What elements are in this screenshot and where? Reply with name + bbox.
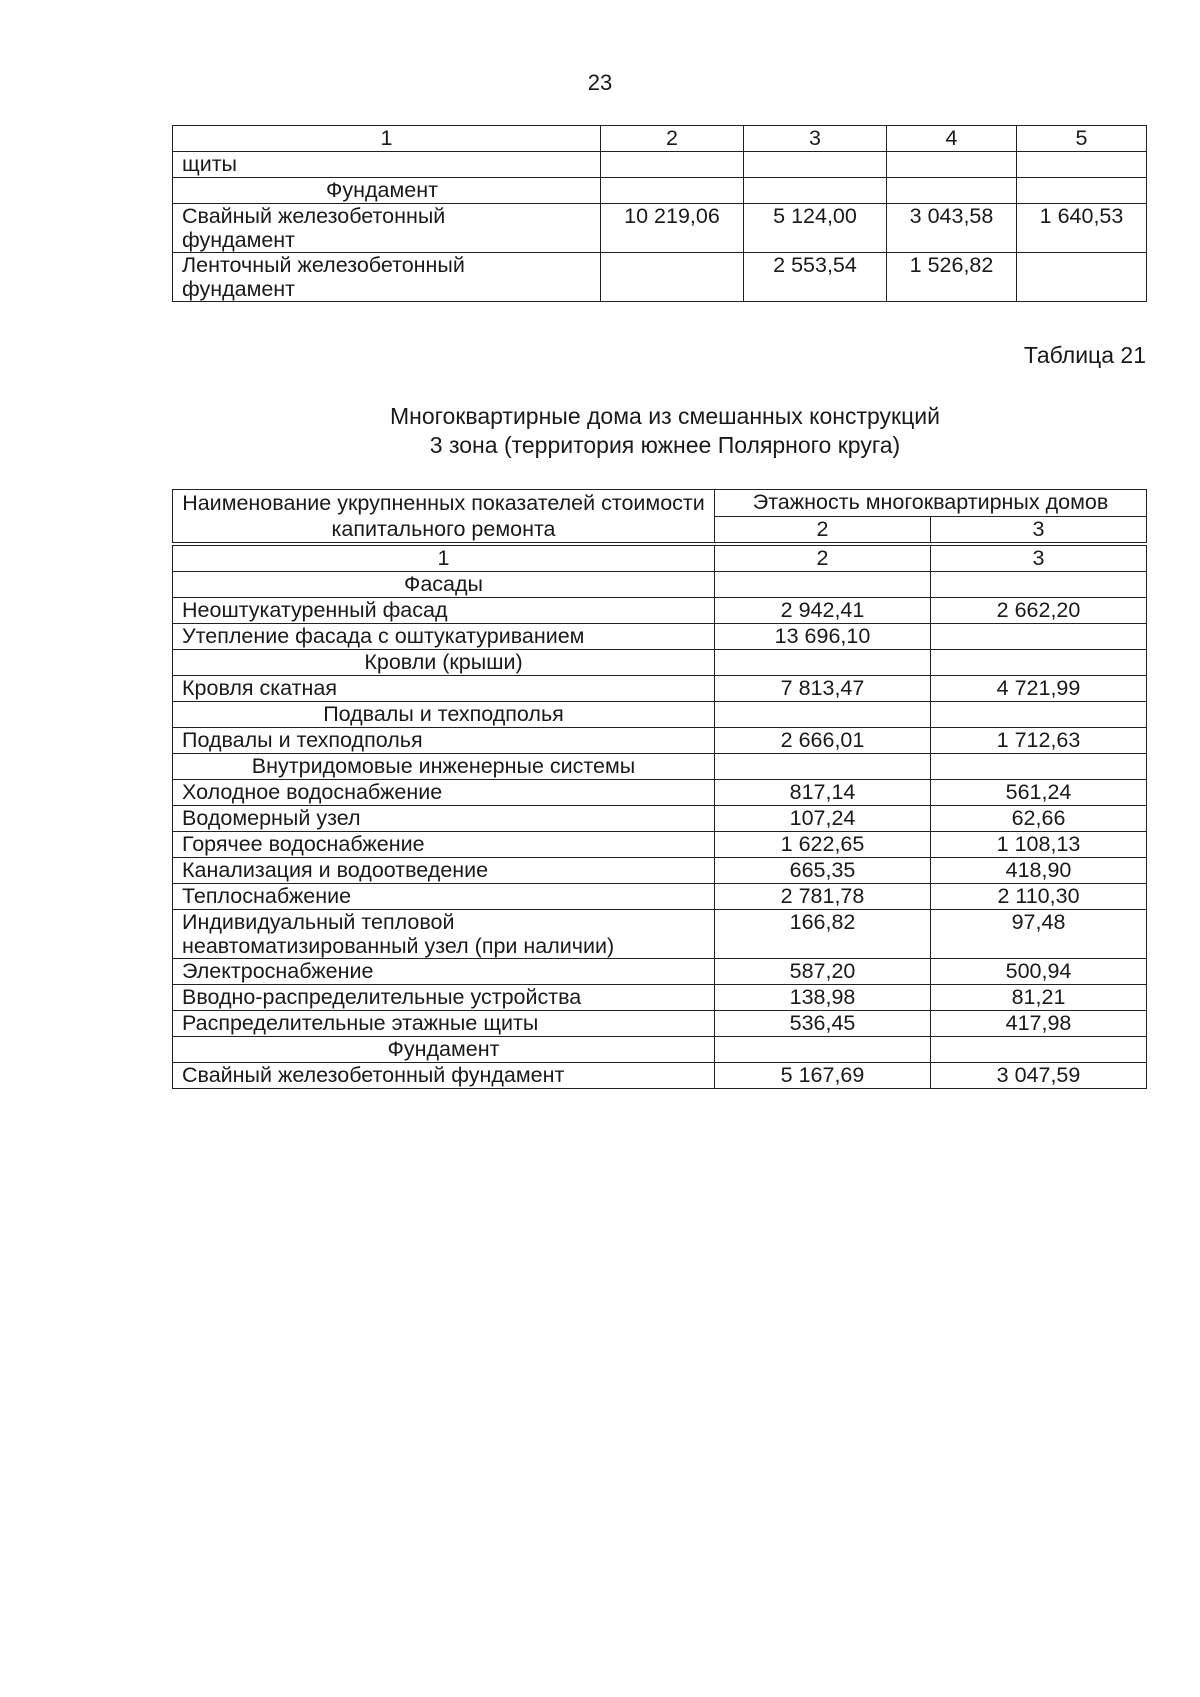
cost-3-floors [931, 572, 1147, 598]
cost-2-floors: 1 622,65 [715, 832, 931, 858]
section-row [173, 1037, 1147, 1063]
main-table [172, 545, 1147, 1089]
cost-2-floors: 5 167,69 [715, 1063, 931, 1089]
table-row [173, 780, 1147, 806]
table-row [173, 884, 1147, 910]
indicator-name: Ленточный железобетонный фундамент [173, 253, 601, 302]
title-line-2: 3 зона (территория южнее Полярного круга) [429, 432, 901, 458]
cost-3-floors: 417,98 [931, 1011, 1147, 1037]
table-row [173, 624, 1147, 650]
indicator-name: Распределительные этажные щиты [173, 1011, 715, 1037]
indicator-name: Подвалы и техподполья [173, 728, 715, 754]
cost-2-floors: 107,24 [715, 806, 931, 832]
cost-value [601, 253, 744, 302]
cost-2-floors: 13 696,10 [715, 624, 931, 650]
cost-2-floors: 2 942,41 [715, 598, 931, 624]
cost-2-floors [715, 1037, 931, 1063]
table-row [173, 598, 1147, 624]
column-number: 5 [1017, 126, 1147, 152]
cost-value: 10 219,06 [601, 204, 744, 253]
cost-3-floors: 81,21 [931, 985, 1147, 1011]
cost-value [601, 178, 744, 204]
column-number: 2 [715, 546, 931, 572]
section-name: Кровли (крыши) [173, 650, 715, 676]
section-row [173, 754, 1147, 780]
cost-2-floors: 536,45 [715, 1011, 931, 1037]
cost-3-floors: 561,24 [931, 780, 1147, 806]
cost-2-floors: 665,35 [715, 858, 931, 884]
cost-2-floors: 587,20 [715, 959, 931, 985]
cost-3-floors: 62,66 [931, 806, 1147, 832]
column-numbers-row [173, 546, 1147, 572]
table-row [173, 832, 1147, 858]
indicator-name: Электроснабжение [173, 959, 715, 985]
indicator-name: Свайный железобетонный фундамент [173, 204, 601, 253]
table-row [173, 152, 1147, 178]
column-number: 3 [744, 126, 887, 152]
cost-3-floors [931, 702, 1147, 728]
indicator-name: Горячее водоснабжение [173, 832, 715, 858]
cost-3-floors: 418,90 [931, 858, 1147, 884]
column-number: 3 [931, 546, 1147, 572]
table-row [173, 253, 1147, 302]
cost-3-floors [931, 624, 1147, 650]
cost-value: 5 124,00 [744, 204, 887, 253]
cost-2-floors [715, 572, 931, 598]
column-number: 1 [173, 126, 601, 152]
cost-3-floors: 1 108,13 [931, 832, 1147, 858]
table-title [0, 402, 1200, 460]
indicator-name: Теплоснабжение [173, 884, 715, 910]
cost-value: 3 043,58 [887, 204, 1017, 253]
cost-2-floors: 2 666,01 [715, 728, 931, 754]
indicator-name: Свайный железобетонный фундамент [173, 1063, 715, 1089]
table-row [173, 1063, 1147, 1089]
cost-value [1017, 152, 1147, 178]
cost-2-floors: 2 781,78 [715, 884, 931, 910]
floors-2-header: 2 [715, 516, 931, 543]
column-number: 2 [601, 126, 744, 152]
cost-3-floors [931, 754, 1147, 780]
table-row [173, 959, 1147, 985]
indicator-name: Утепление фасада с оштукатуриванием [173, 624, 715, 650]
table-row [173, 858, 1147, 884]
column-number: 1 [173, 546, 715, 572]
cost-2-floors: 166,82 [715, 910, 931, 959]
table-label: Таблица 21 [1023, 342, 1146, 368]
section-name: Внутридомовые инженерные системы [173, 754, 715, 780]
cost-3-floors [931, 650, 1147, 676]
cost-2-floors: 7 813,47 [715, 676, 931, 702]
title-line-1: Многоквартирные дома из смешанных конструкций [390, 403, 940, 429]
indicator-name: Кровля скатная [173, 676, 715, 702]
section-name: Подвалы и техподполья [173, 702, 715, 728]
floors-3-header: 3 [931, 516, 1147, 543]
cost-2-floors: 138,98 [715, 985, 931, 1011]
indicator-name: Канализация и водоотведение [173, 858, 715, 884]
column-number: 4 [887, 126, 1017, 152]
cost-3-floors: 97,48 [931, 910, 1147, 959]
cost-value: 1 640,53 [1017, 204, 1147, 253]
cost-3-floors: 1 712,63 [931, 728, 1147, 754]
cost-value [1017, 178, 1147, 204]
indicator-name: Вводно-распределительные устройства [173, 985, 715, 1011]
indicator-name-header: Наименование укрупненных показателей стоимости капитального ремонта [173, 490, 715, 543]
indicator-name: щиты [173, 152, 601, 178]
cost-value [744, 178, 887, 204]
cost-2-floors [715, 702, 931, 728]
section-name: Фундамент [173, 1037, 715, 1063]
cost-value [1017, 253, 1147, 302]
cost-2-floors [715, 650, 931, 676]
cost-value: 2 553,54 [744, 253, 887, 302]
cost-value [744, 152, 887, 178]
cost-value [887, 178, 1017, 204]
section-name: Фундамент [173, 178, 601, 204]
table-row [173, 676, 1147, 702]
section-row [173, 650, 1147, 676]
cost-value: 1 526,82 [887, 253, 1017, 302]
cost-2-floors: 817,14 [715, 780, 931, 806]
cost-value [887, 152, 1017, 178]
cost-3-floors: 2 110,30 [931, 884, 1147, 910]
table-row [173, 806, 1147, 832]
page-number: 23 [587, 70, 613, 95]
header-row-1 [173, 490, 1147, 517]
indicator-name: Индивидуальный тепловой неавтоматизированный узел (при наличии) [173, 910, 715, 959]
cost-3-floors: 3 047,59 [931, 1063, 1147, 1089]
table-row [173, 728, 1147, 754]
table-row [173, 1011, 1147, 1037]
section-row [173, 572, 1147, 598]
cost-value [601, 152, 744, 178]
continued-table-header-row [173, 126, 1147, 152]
indicator-name: Холодное водоснабжение [173, 780, 715, 806]
cost-2-floors [715, 754, 931, 780]
table-row [173, 985, 1147, 1011]
table-row [173, 910, 1147, 959]
table-row [173, 204, 1147, 253]
section-row [173, 702, 1147, 728]
main-table-header [172, 489, 1147, 543]
section-name: Фасады [173, 572, 715, 598]
cost-3-floors [931, 1037, 1147, 1063]
indicator-name: Неоштукатуренный фасад [173, 598, 715, 624]
floors-header: Этажность многоквартирных домов [715, 490, 1147, 517]
continued-table [172, 125, 1147, 302]
cost-3-floors: 500,94 [931, 959, 1147, 985]
cost-3-floors: 4 721,99 [931, 676, 1147, 702]
cost-3-floors: 2 662,20 [931, 598, 1147, 624]
section-row [173, 178, 1147, 204]
indicator-name: Водомерный узел [173, 806, 715, 832]
